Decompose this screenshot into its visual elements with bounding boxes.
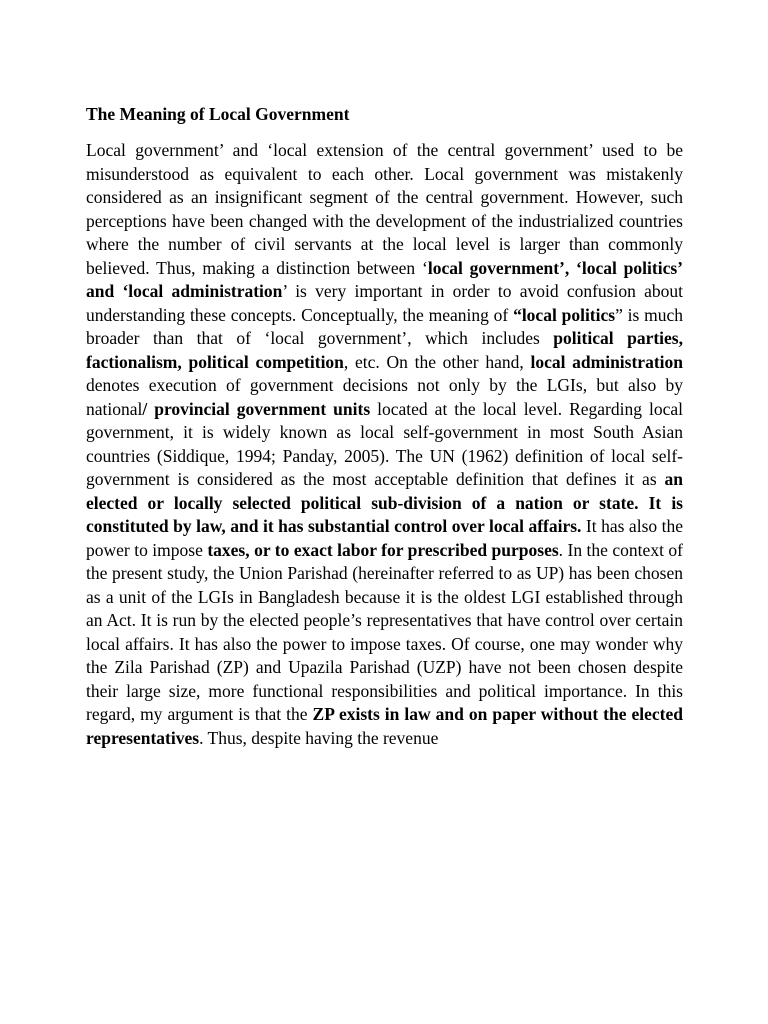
text-run: Local government’ and ‘local extension of the central government’ used to be misunderstood as equivalent to each other. Local government was mistakenly considered as an insignificant segment of the central government. However, such perceptions have been changed with the development of the industrialized countries where the number of civil servants at the local level is larger than commonly believed. Thus, making a distinction between ‘	[86, 140, 683, 278]
bold-run: “local politics	[513, 304, 616, 325]
text-run: ” is much broader than that of ‘local government’, which includes	[86, 304, 683, 348]
text-run: located at the local level. Regarding local government, it is widely known as local self-government in most South Asian countries (Siddique, 1994; Panday, 2005). The UN (1962) definition of local self-government is considered as the most acceptable definition that defines it as	[86, 398, 683, 489]
bold-run: an elected or locally selected political sub-division of a nation or state. It is constituted by law, and it has substantial control over local affairs.	[86, 469, 683, 536]
text-run: . Thus, despite having the revenue	[199, 727, 439, 748]
bold-run: local administration	[530, 351, 683, 372]
bold-run: political parties, factionalism, political competition	[86, 328, 683, 372]
bold-run: / provincial government units	[142, 398, 371, 419]
text-run: . In the context of the present study, the Union Parishad (hereinafter referred to as UP) has been chosen as a unit of the LGIs in Bangladesh because it is the oldest LGI established through an Act. It is run by the elected people’s representatives that have control over certain local affairs. It has also the power to impose taxes. Of course, one may wonder why the Zila Parishad (ZP) and Upazila Parishad (UZP) have not been chosen despite their large size, more functional responsibilities and political importance. In this regard, my argument is that the	[86, 539, 683, 724]
text-run: denotes execution of government decisions not only by the LGIs, but also by national	[86, 375, 683, 419]
section-heading: The Meaning of Local Government	[86, 104, 350, 124]
bold-run: taxes, or to exact labor for prescribed purposes	[207, 539, 559, 560]
bold-run: local government’, ‘local politics’ and ‘local administration	[86, 257, 683, 301]
text-run: , etc. On the other hand,	[343, 351, 531, 372]
text-run: It has also the power to impose	[86, 516, 683, 560]
text-run: ’ is very important in order to avoid confusion about understanding these concepts. Conceptually, the meaning of	[86, 281, 683, 325]
body-paragraph	[86, 139, 683, 750]
document-page	[86, 103, 683, 750]
bold-run: ZP exists in law and on paper without the elected representatives	[86, 704, 684, 748]
